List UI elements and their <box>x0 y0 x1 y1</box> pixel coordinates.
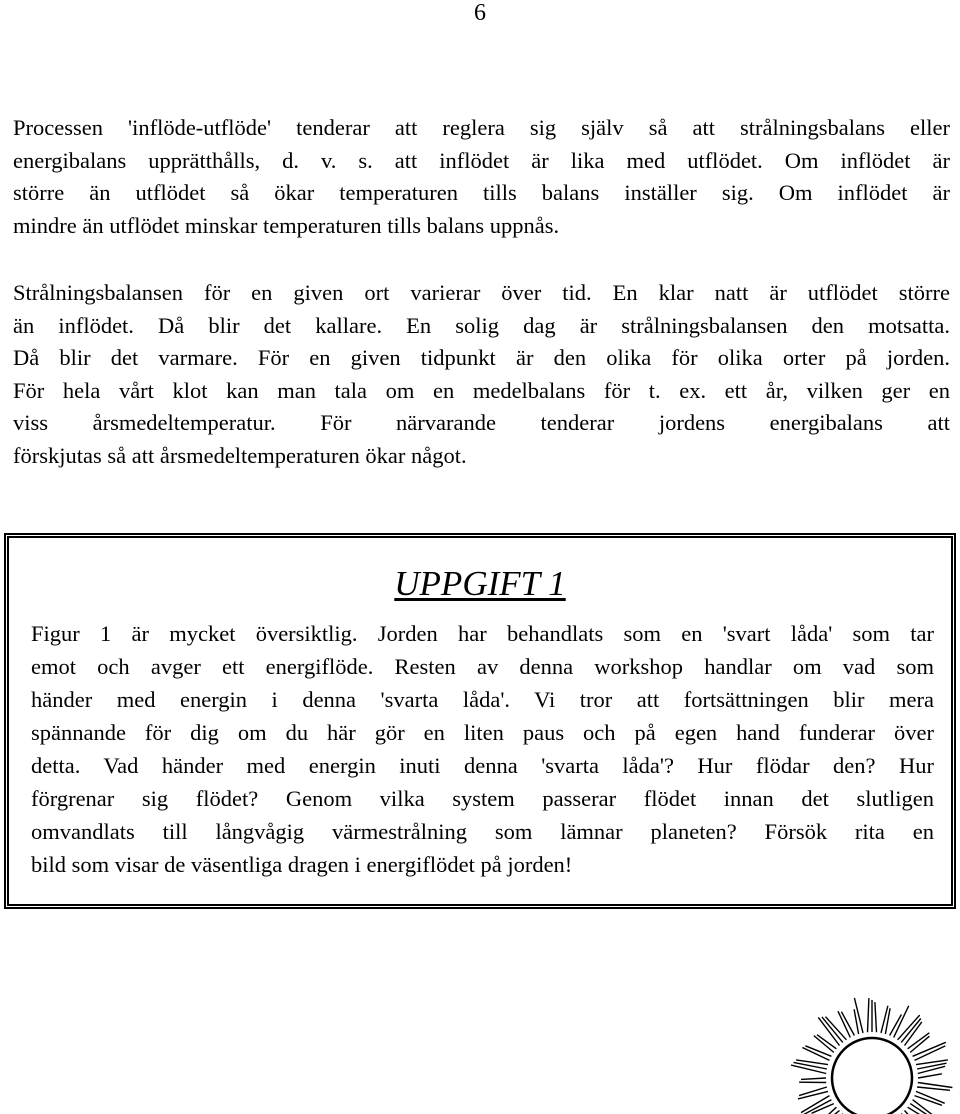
task-line: spännande för dig om du här gör en liten paus och på egen hand funderar över <box>31 720 934 745</box>
paragraph-line: större än utflödet så ökar temperaturen tills balans inställer sig. Om inflödet är <box>13 180 950 205</box>
sun-ray <box>818 1111 840 1114</box>
sun-ray <box>917 1087 950 1090</box>
paragraph-line: förskjutas så att årsmedeltemperaturen ökar något. <box>13 442 467 468</box>
sun-ray <box>918 1083 953 1088</box>
sun-ray <box>901 1019 921 1043</box>
sun-ray <box>817 1107 836 1114</box>
paragraph-line: viss årsmedeltemperatur. För närvarande tenderar jordens energibalans att <box>13 410 950 436</box>
radiation-balance-paragraph <box>13 277 950 473</box>
paragraph-line: än inflödet. Då blir det kallare. En solig dag är strålningsbalansen den motsatta. <box>13 312 950 338</box>
task-line: detta. Vad händer med energin inuti denna 'svarta låda'? Hur flödar den? Hur <box>31 753 934 778</box>
task-line: händer med energin i denna 'svarta låda'. Vi tror att fortsättningen blir mera <box>31 687 934 712</box>
paragraph-line: energibalans upprätthålls, d. v. s. att inflödet är lika med utflödet. Om inflödet är <box>13 147 950 173</box>
task-body <box>31 617 934 881</box>
sun-ray <box>822 1017 843 1043</box>
paragraph-line: Strålningsbalansen för en given ort varierar över tid. En klar natt är utflödet större <box>13 280 950 305</box>
task-line: omvandlats till långvågig värmestrålning som lämnar planeten? Försök rita en <box>31 819 934 844</box>
sun-ray <box>918 1074 942 1078</box>
task-line: förgrenar sig flödet? Genom vilka system passerar flödet innan det slutligen <box>31 786 934 811</box>
task-line: emot och avger ett energiflöde. Resten av denna workshop handlar om vad som <box>31 654 934 679</box>
sun-ray <box>801 1078 826 1079</box>
sun-ray <box>826 1017 847 1040</box>
sun-ray <box>898 1015 920 1040</box>
task-line: bild som visar de väsentliga dragen i energiflödet på jorden! <box>31 852 573 877</box>
sun-ray <box>799 1087 827 1096</box>
sun-ray <box>801 1096 830 1113</box>
paragraph-line: mindre än utflödet minskar temperaturen tills balans uppnås. <box>13 212 560 238</box>
sun-ray <box>791 1065 826 1073</box>
paragraph-line: Processen 'inflöde-utflöde' tenderar att reglera sig själv så att strålningsbalans eller <box>13 115 950 140</box>
task-title: UPPGIFT 1 <box>394 564 566 603</box>
task-line: Figur 1 är mycket översiktlig. Jorden har behandlats som en 'svart låda' som tar <box>31 621 934 646</box>
sun-icon <box>780 968 960 1114</box>
paragraph-line: För hela vårt klot kan man tala om en medelbalans för t. ex. ett år, vilken ger en <box>13 377 950 403</box>
paragraph-line: Då blir det varmare. För en given tidpunkt är den olika för olika orter på jorden. <box>13 345 950 371</box>
sun-ray <box>894 1006 909 1038</box>
intro-paragraph <box>13 112 950 242</box>
page-number: 6 <box>474 0 486 26</box>
sun-ray <box>868 998 869 1032</box>
task-box <box>4 533 956 909</box>
sun-ray <box>905 1022 922 1046</box>
sun-ray <box>875 1002 877 1032</box>
sun-ray <box>908 1033 930 1049</box>
